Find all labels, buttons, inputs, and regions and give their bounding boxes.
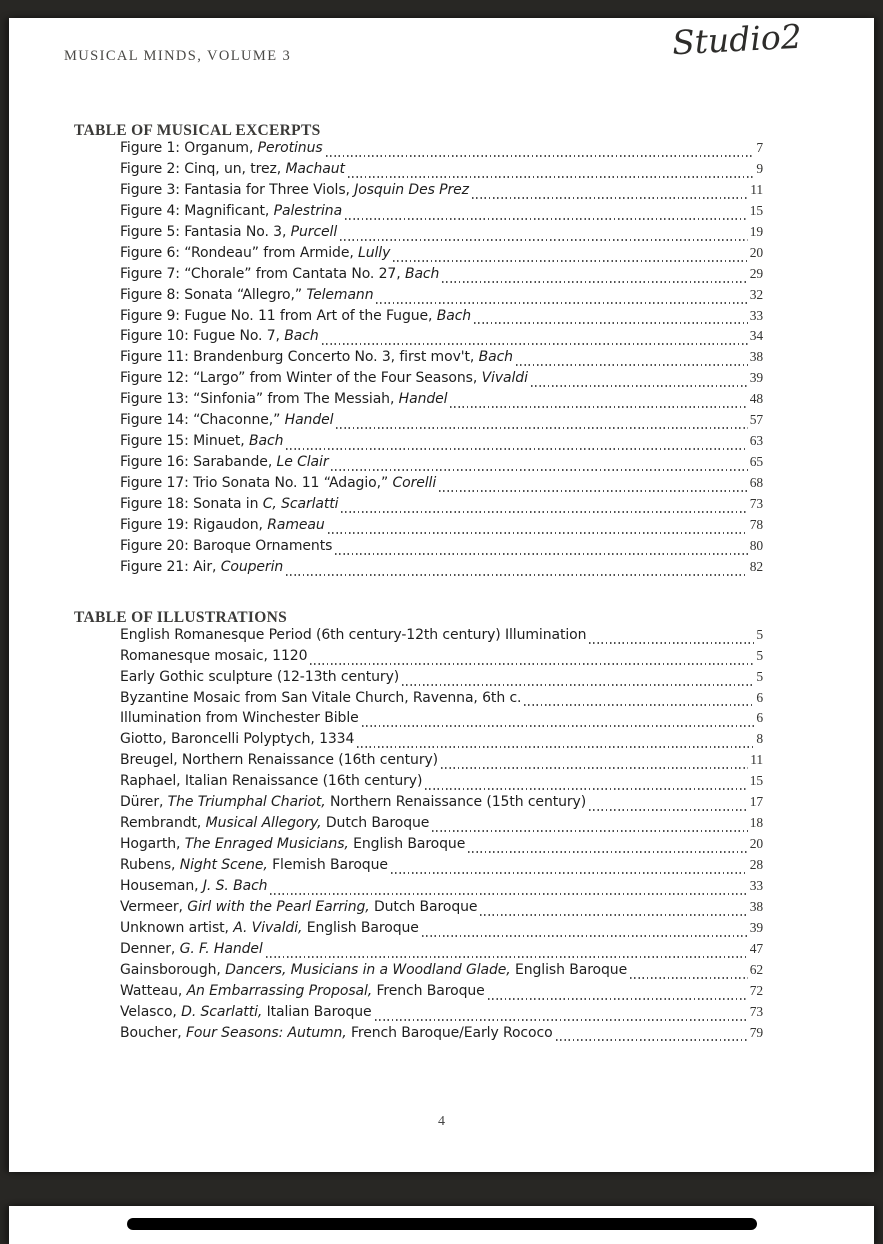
dot-leader [450,406,747,408]
toc-entry-page-number: 17 [749,794,763,810]
toc-entry [120,224,763,245]
toc-entry-title: Figure 16: Sarabande, Le Clair [120,454,329,471]
toc-entry-page-number: 20 [749,836,763,852]
dot-leader [357,746,754,748]
toc-entry-title: Boucher, Four Seasons: Autumn, French Baroque/Early Rococo [120,1024,553,1041]
toc-entry-page-number: 79 [749,1024,763,1040]
toc-entry-page-number: 39 [749,919,763,935]
toc-entry-title: Figure 4: Magnificant, Palestrina [120,202,343,219]
toc-entry-title: English Romanesque Period (6th century-12th century) Illumination [120,626,587,643]
dot-leader [474,322,748,324]
dot-leader [468,851,747,853]
dot-leader [340,239,748,241]
dot-leader [286,448,747,450]
toc-entry [120,391,763,412]
dot-leader [331,469,747,471]
dot-leader [345,218,748,220]
dot-leader [472,197,748,199]
toc-entry [120,710,763,731]
toc-entry-page-number: 11 [750,181,763,197]
toc-entry [120,412,763,433]
next-page-preview [9,1206,874,1244]
dot-leader [524,704,754,706]
toc-entry-page-number: 80 [749,537,763,553]
toc-entry [120,794,763,815]
toc-entry-title: Romanesque mosaic, 1120 [120,647,308,664]
toc-entry [120,752,763,773]
toc-entry-title: Figure 11: Brandenburg Concerto No. 3, first mov't, Bach [120,349,513,366]
toc-entry [120,836,763,857]
toc-list [120,140,763,580]
dot-leader [432,830,747,832]
toc-entry-title: Houseman, J. S. Bach [120,877,268,894]
dot-leader [348,176,754,178]
section-heading: TABLE OF MUSICAL EXCERPTS [74,122,321,139]
toc-entry-title: Figure 12: “Largo” from Winter of the Four Seasons, Vivaldi [120,370,528,387]
toc-entry-page-number: 48 [749,391,763,407]
toc-entry-page-number: 39 [749,370,763,386]
toc-entry [120,983,763,1004]
toc-entry-page-number: 33 [749,877,763,893]
toc-section-illustrations [74,609,763,1046]
document-page-4 [9,18,874,1172]
toc-entry-page-number: 28 [749,857,763,872]
toc-entry [120,920,763,941]
toc-entry-title: Byzantine Mosaic from San Vitale Church, Ravenna, 6th c. [120,689,522,706]
toc-entry-page-number: 19 [749,223,763,239]
toc-entry-page-number: 11 [750,752,763,768]
toc-entry-title: Rembrandt, Musical Allegory, Dutch Baroque [120,815,430,832]
toc-entry-page-number: 5 [756,647,763,663]
toc-entry-page-number: 9 [756,160,763,176]
toc-entry-page-number: 6 [756,689,763,705]
toc-entry-title: Figure 18: Sonata in C, Scarlatti [120,495,339,512]
toc-entry-title: Gainsborough, Dancers, Musicians in a Woodland Glade, English Baroque [120,961,628,978]
dot-leader [531,385,748,387]
toc-entry [120,815,763,836]
dot-leader [310,663,754,665]
dot-leader [422,935,748,937]
toc-entry-page-number: 18 [749,815,763,831]
dot-leader [439,490,748,492]
toc-entry-page-number: 82 [749,558,763,574]
toc-entry [120,941,763,962]
toc-entry [120,182,763,203]
toc-entry [120,203,763,224]
toc-entry-title: Hogarth, The Enraged Musicians, English Baroque [120,836,466,853]
toc-entry-page-number: 7 [756,140,763,155]
toc-entry-title: Raphael, Italian Renaissance (16th century) [120,773,423,790]
toc-entry [120,433,763,454]
toc-entry-title: Rubens, Night Scene, Flemish Baroque [120,857,388,873]
toc-entry-page-number: 63 [749,433,763,449]
dot-leader [376,302,747,304]
toc-entry-title: Denner, G. F. Handel [120,940,263,957]
toc-entry [120,140,763,161]
toc-entry-page-number: 32 [749,286,763,302]
page-number-footer: 4 [438,1114,445,1129]
toc-entry [120,773,763,794]
toc-entry-title: Figure 13: “Sinfonia” from The Messiah, Handel [120,391,448,408]
dot-leader [402,684,754,686]
dot-leader [516,364,748,366]
toc-entry-title: Figure 20: Baroque Ornaments [120,537,333,554]
toc-entry [120,475,763,496]
toc-entry-title: Figure 10: Fugue No. 7, Bach [120,328,319,345]
toc-entry-title: Early Gothic sculpture (12-13th century) [120,668,400,685]
section-heading: TABLE OF ILLUSTRATIONS [74,608,288,626]
dot-leader [362,725,755,727]
toc-entry-title: Figure 6: “Rondeau” from Armide, Lully [120,244,391,261]
dot-leader [425,788,747,790]
toc-entry-title: Figure 15: Minuet, Bach [120,433,284,450]
dot-leader [328,532,748,534]
toc-entry [120,878,763,899]
dot-leader [266,956,748,958]
toc-entry [120,454,763,475]
toc-entry-title: Figure 17: Trio Sonata No. 11 “Adagio,” Corelli [120,475,437,491]
toc-entry [120,370,763,391]
dot-leader [270,893,747,895]
toc-entry-title: Watteau, An Embarrassing Proposal, French Baroque [120,982,485,999]
toc-entry-title: Figure 2: Cinq, un, trez, Machaut [120,160,345,177]
toc-entry-title: Giotto, Baroncelli Polyptych, 1334 [120,731,355,748]
toc-entry-title: Illumination from Winchester Bible [120,710,359,727]
toc-entry [120,627,763,648]
dot-leader [393,260,747,262]
toc-entry-title: Figure 1: Organum, Perotinus [120,140,323,156]
toc-entry [120,899,763,920]
toc-entry-page-number: 5 [756,668,763,684]
toc-entry [120,245,763,266]
toc-entry-page-number: 20 [749,244,763,260]
toc-entry-page-number: 38 [749,898,763,914]
toc-entry-title: Dürer, The Triumphal Chariot, Northern Renaissance (15th century) [120,794,587,811]
toc-entry-title: Figure 8: Sonata “Allegro,” Telemann [120,286,374,303]
toc-entry-page-number: 62 [749,961,763,977]
toc-entry-page-number: 8 [756,731,763,747]
toc-entry-title: Unknown artist, A. Vivaldi, English Baroque [120,919,419,936]
toc-entry [120,328,763,349]
toc-entry-title: Breugel, Northern Renaissance (16th century) [120,752,439,769]
toc-entry-page-number: 73 [749,495,763,511]
toc-entry-title: Figure 14: “Chaconne,” Handel [120,412,334,429]
dot-leader [630,977,748,979]
toc-entry-title: Vermeer, Girl with the Pearl Earring, Dutch Baroque [120,898,478,915]
dot-leader [335,553,747,555]
toc-entry [120,308,763,329]
toc-entry [120,648,763,669]
toc-entry [120,731,763,752]
toc-section-musical-excerpts [74,122,763,580]
toc-entry [120,161,763,182]
toc-entry-title: Figure 9: Fugue No. 11 from Art of the Fugue, Bach [120,307,472,324]
toc-entry-title: Figure 3: Fantasia for Three Viols, Josquin Des Prez [120,181,469,198]
toc-entry [120,690,763,711]
dot-leader [375,1019,748,1021]
toc-entry [120,1025,763,1046]
toc-entry-title: Figure 19: Rigaudon, Rameau [120,516,325,533]
toc-entry-page-number: 57 [749,412,763,428]
dot-leader [326,155,755,157]
toc-entry [120,266,763,287]
dot-leader [556,1039,748,1041]
dot-leader [336,427,747,429]
toc-entry [120,349,763,370]
toc-entry-page-number: 68 [749,475,763,490]
toc-entry-title: Figure 21: Air, Couperin [120,558,284,575]
running-title: MUSICAL MINDS, VOLUME 3 [64,48,292,64]
toc-entry [120,1004,763,1025]
toc-entry-page-number: 78 [749,516,763,532]
next-page-black-bar [127,1218,757,1230]
dot-leader [341,511,747,513]
dot-leader [589,809,748,811]
studio2-logo: Studio2 [671,16,803,63]
toc-entry-page-number: 65 [749,454,763,470]
toc-entry-page-number: 15 [749,202,763,218]
dot-leader [488,998,748,1000]
toc-entry-page-number: 47 [749,940,763,956]
dot-leader [441,767,748,769]
toc-entry-title: Figure 5: Fantasia No. 3, Purcell [120,223,338,240]
toc-entry [120,857,763,878]
toc-entry-title: Velasco, D. Scarlatti, Italian Baroque [120,1003,372,1020]
toc-entry-page-number: 38 [749,349,763,365]
toc-sections [74,122,763,1045]
toc-entry [120,669,763,690]
dot-leader [589,642,754,644]
toc-entry [120,962,763,983]
dot-leader [286,574,748,576]
toc-entry-page-number: 15 [749,773,763,789]
toc-entry-page-number: 6 [756,710,763,726]
toc-entry [120,538,763,559]
toc-entry-page-number: 34 [749,328,763,344]
dot-leader [322,343,748,345]
toc-entry-page-number: 5 [756,626,763,642]
toc-entry-title: Figure 7: “Chorale” from Cantata No. 27, Bach [120,265,440,282]
toc-entry-page-number: 33 [749,307,763,323]
toc-entry-page-number: 29 [749,265,763,281]
toc-entry [120,559,763,580]
toc-entry-page-number: 72 [749,982,763,998]
dot-leader [480,914,747,916]
toc-list [120,627,763,1046]
dot-leader [442,281,747,283]
toc-entry [120,287,763,308]
toc-entry-page-number: 73 [749,1003,763,1019]
dot-leader [391,872,748,874]
toc-entry [120,517,763,538]
toc-entry [120,496,763,517]
